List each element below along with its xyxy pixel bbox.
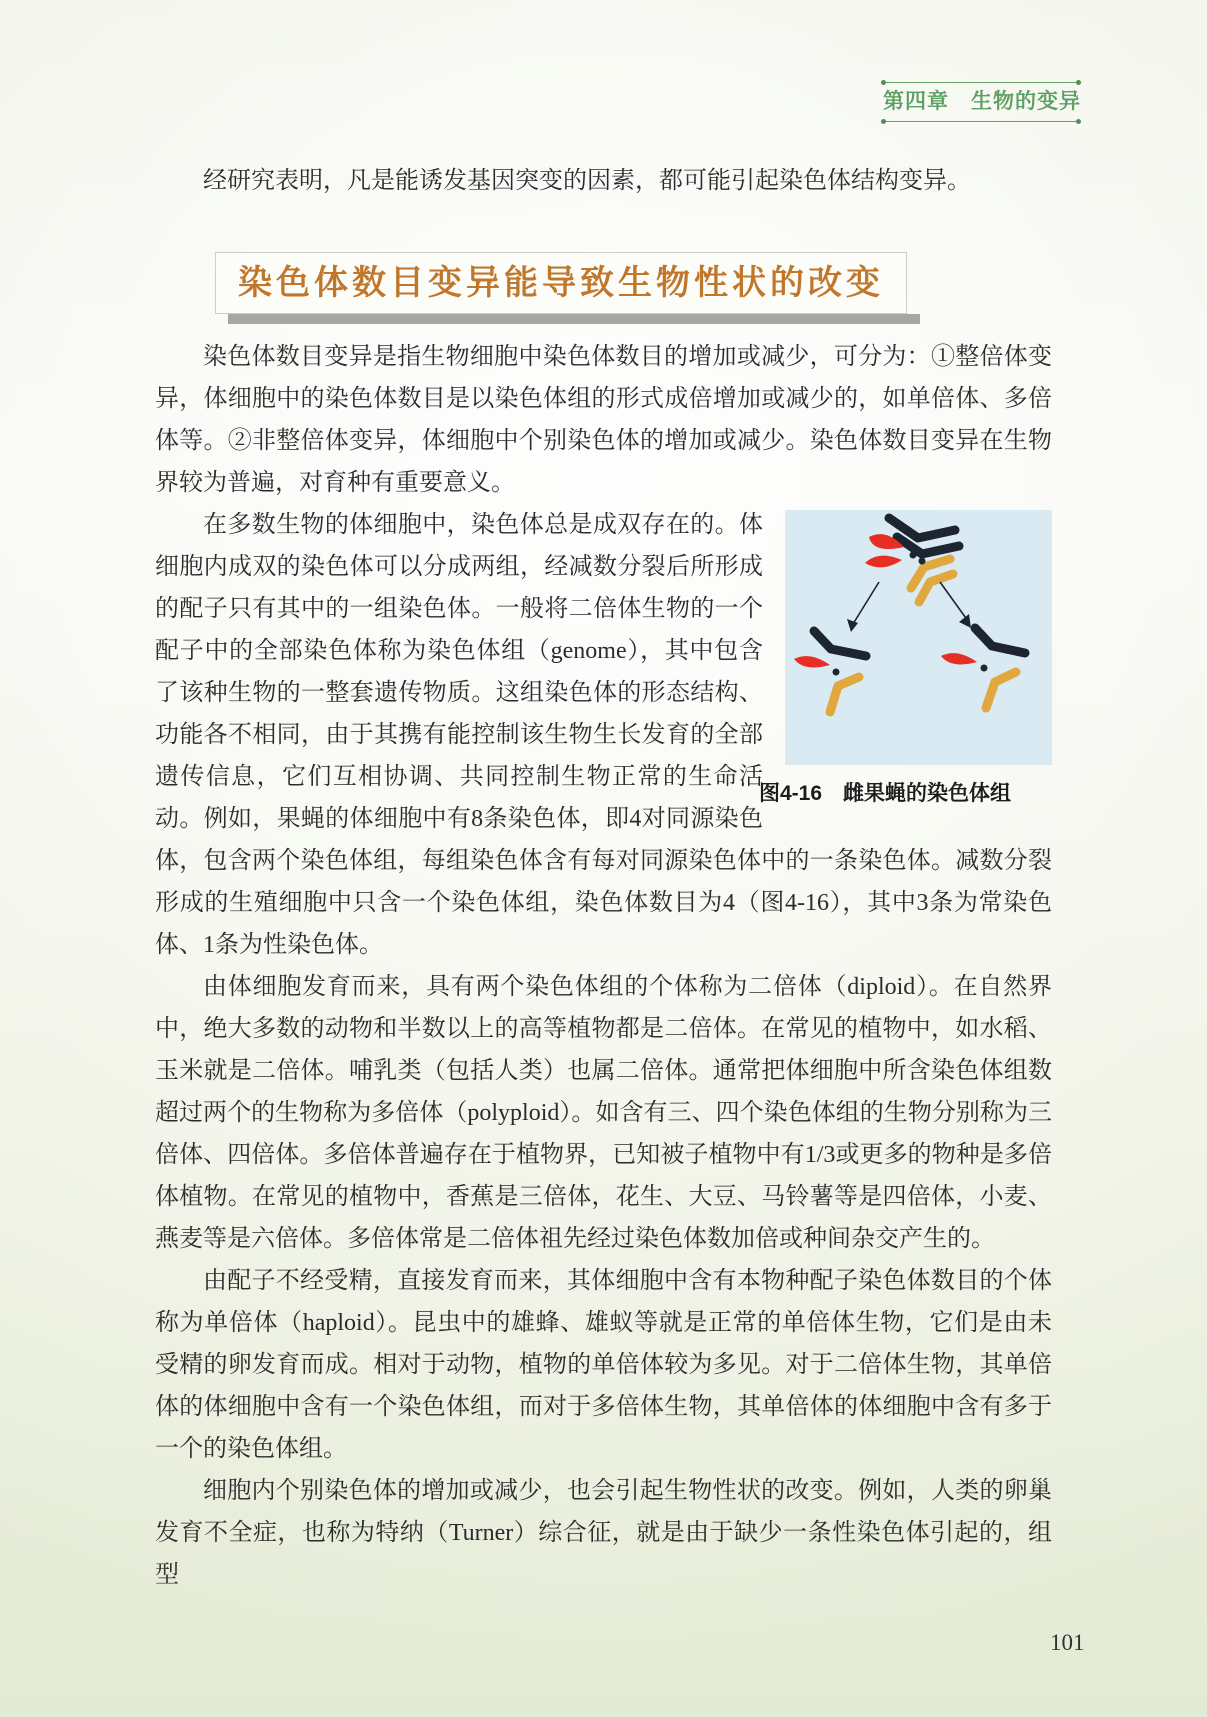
body-paragraph-1: 染色体数目变异是指生物细胞中染色体数目的增加或减少，可分为：①整倍体变异，体细胞中的染色体数目是以染色体组的形式成倍增加或减少的，如单倍体、多倍体等。②非整倍体变异，体细胞中个别染色体的增加或减少。染色体数目变异在生物界较为普遍，对育种有重要意义。 [155, 344, 1052, 496]
section-heading-box: 染色体数目变异能导致生物性状的改变 [215, 252, 907, 314]
intro-paragraph: 经研究表明，凡是能诱发基因突变的因素，都可能引起染色体结构变异。 [203, 168, 971, 194]
chapter-header [883, 82, 1079, 122]
figure-panel [758, 510, 1052, 807]
body-paragraph-4: 由配子不经受精，直接发育而来，其体细胞中含有本物种配子染色体数目的个体称为单倍体（haploid）。昆虫中的雄蜂、雄蚁等就是正常的单倍体生物，它们是由未受精的卵发育而成。相对于动物，植物的单倍体较为多见。对于二倍体生物，其单倍体的体细胞中含有一个染色体组，而对于多倍体生物，其单倍体的体细胞中含有多于一个的染色体组。 [155, 1268, 1052, 1462]
body-paragraph-2: 在多数生物的体细胞中，染色体总是成双存在的。体细胞内成双的染色体可以分成两组，经减数分裂后所形成的配子只有其中的一组染色体。一般将二倍体生物的一个配子中的全部染色体称为染色体组（genome），其中包含了该种生物的一整套遗传物质。这组染色体的形态结构、功能各不相同，由于其携有能控制该生物生长发育的全部遗传信息，它们互相协调、共同控制生物正常的生命活动。例如，果蝇的体细胞中有8条染色体，即4对同源染色体，包含两个染色体组，每组染色体含有每对同源染色体中的一条染色体。减数分裂形成的生殖细胞中只含一个染色体组，染色体数目为4（图4-16），其中3条为常染色体、1条为性染色体。 [155, 512, 1052, 958]
body-paragraph-5: 细胞内个别染色体的增加或减少，也会引起生物性状的改变。例如，人类的卵巢发育不全症，也称为特纳（Turner）综合征，就是由于缺少一条性染色体引起的，组型 [155, 1478, 1052, 1588]
figure-caption: 图4-16 雌果蝇的染色体组 [758, 782, 1012, 805]
chapter-rule-top [883, 82, 1079, 83]
page-body [155, 160, 1052, 1596]
body-paragraph-3: 由体细胞发育而来，具有两个染色体组的个体称为二倍体（diploid）。在自然界中，绝大多数的动物和半数以上的高等植物都是二倍体。在常见的植物中，如水稻、玉米就是二倍体。哺乳类（包括人类）也属二倍体。通常把体细胞中所含染色体组数超过两个的生物称为多倍体（polyploid）。如含有三、四个染色体组的生物分别称为三倍体、四倍体。多倍体普遍存在于植物界，已知被子植物中有1/3或更多的物种是多倍体植物。在常见的植物中，香蕉是三倍体，花生、大豆、马铃薯等是四倍体，小麦、燕麦等是六倍体。多倍体常是二倍体祖先经过染色体数加倍或种间杂交产生的。 [155, 974, 1052, 1252]
chapter-rule-bottom [883, 121, 1079, 122]
chapter-title: 第四章 生物的变异 [883, 90, 1081, 113]
chromosome-diagram [785, 510, 1052, 765]
page-number: 101 [1050, 1630, 1085, 1655]
